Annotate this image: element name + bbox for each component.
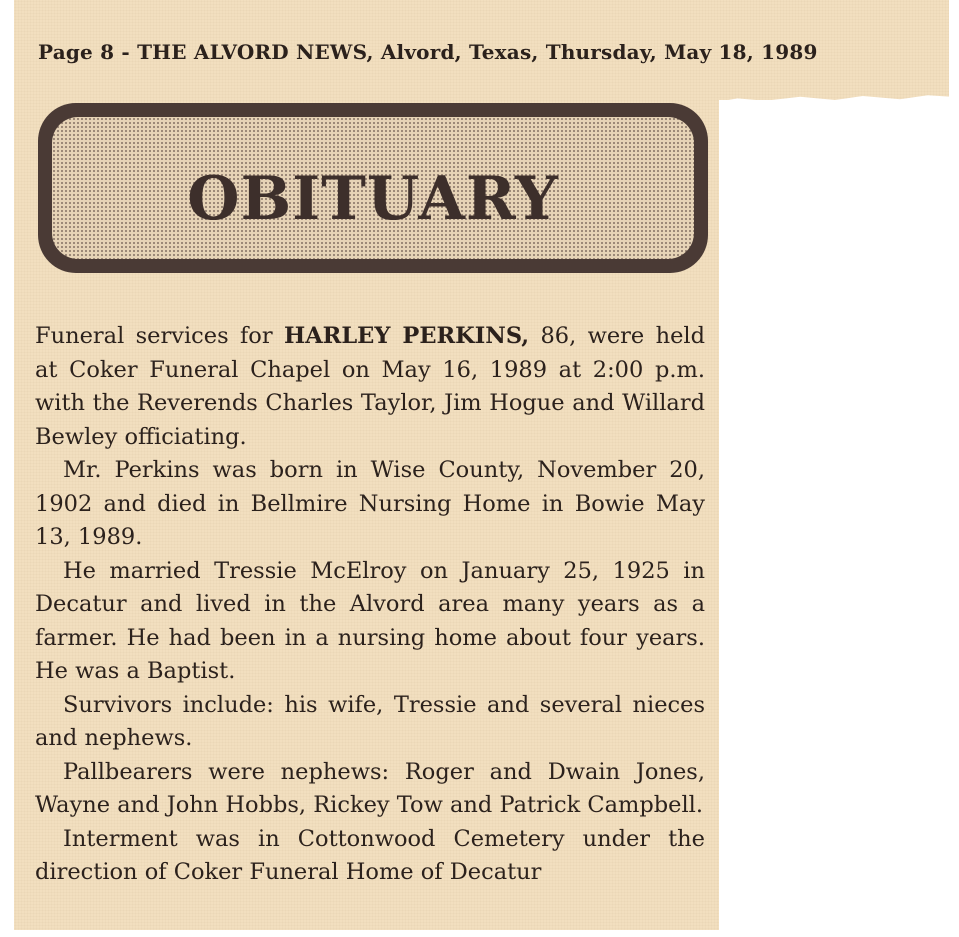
paragraph-survivors: Survivors include: his wife, Tressie and several nieces and nephews. (35, 691, 705, 751)
p1-lead: Funeral services for (35, 323, 284, 349)
paragraph-pallbearers: Pallbearers were nephews: Roger and Dwain Jones, Wayne and John Hobbs, Rickey Tow and Patrick Campbell. (35, 758, 705, 818)
title-stipple-panel (52, 117, 694, 259)
paragraph-funeral-services (35, 320, 705, 454)
deceased-name: HARLEY PERKINS, (283, 323, 530, 349)
paragraph-birth-death: Mr. Perkins was born in Wise County, November 20, 1902 and died in Bellmire Nursing Home in Bowie May 13, 1989. (35, 457, 705, 550)
page-title: OBITUARY (187, 164, 559, 234)
p1-rest: 86, were held at Coker Funeral Chapel on May 16, 1989 at 2:00 p.m. with the Reverends Charles Taylor, Jim Hogue and Willard Bewley officiating. (35, 323, 705, 450)
paragraph-marriage: He married Tressie McElroy on January 25, 1925 in Decatur and lived in the Alvord area many years as a farmer. He had been in a nursing home about four years. He was a Baptist. (35, 557, 705, 684)
obituary-article (35, 320, 705, 890)
obituary-title-frame (38, 103, 708, 273)
masthead-line: Page 8 - THE ALVORD NEWS, Alvord, Texas, Thursday, May 18, 1989 (38, 40, 818, 64)
paragraph-interment: Interment was in Cottonwood Cemetery under the direction of Coker Funeral Home of Decatur (35, 825, 705, 885)
